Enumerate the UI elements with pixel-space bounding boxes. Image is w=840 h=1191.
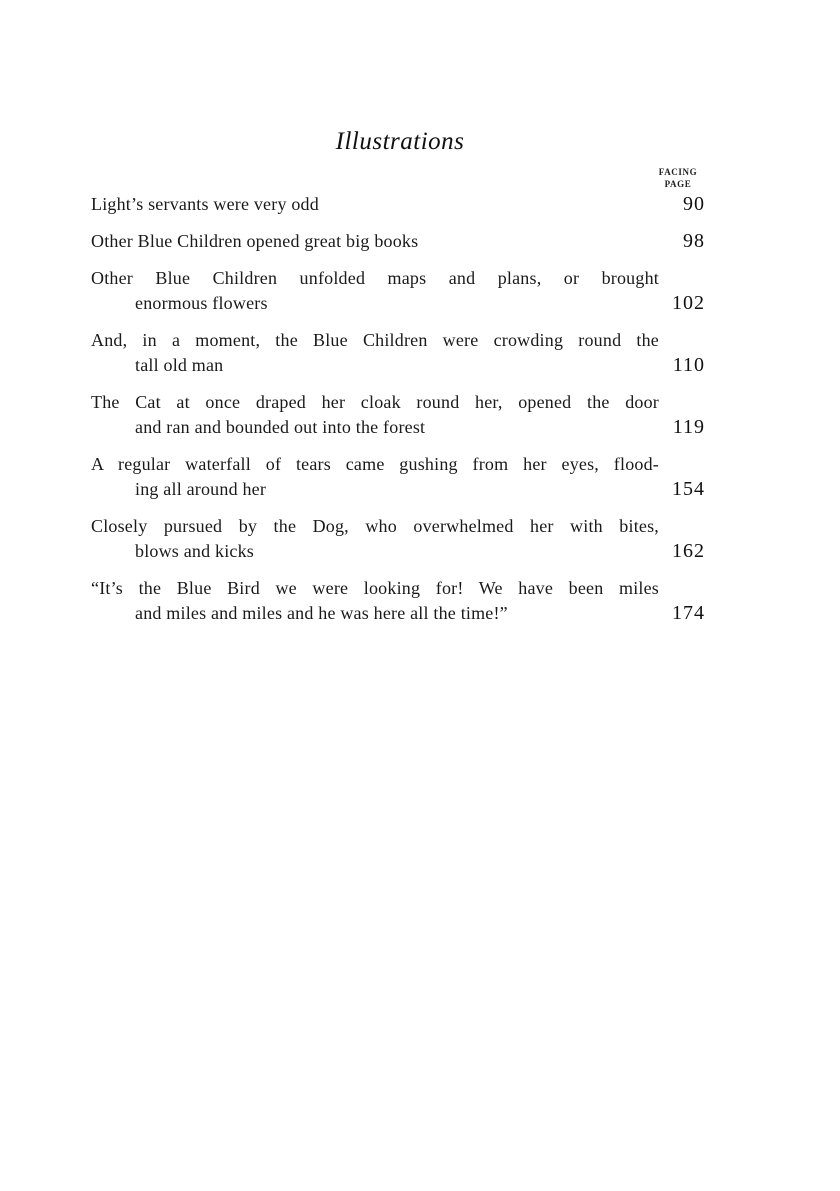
entry-page-number: 119: [672, 416, 705, 438]
list-item: [91, 266, 711, 316]
facing-page-label: [636, 166, 720, 190]
entry-caption-line: A regular waterfall of tears came gushing from her eyes, flood-: [91, 454, 659, 474]
facing-label-line-2: PAGE: [664, 179, 692, 189]
entry-caption-line: ing all around her: [135, 479, 267, 499]
entry-caption-line: Closely pursued by the Dog, who overwhelmed her with bites,: [91, 516, 659, 536]
list-item: [91, 514, 711, 564]
entry-page-number: 162: [672, 540, 705, 562]
list-item: [91, 576, 711, 626]
entry-page-number: 154: [672, 478, 705, 500]
entry-caption-line: The Cat at once draped her cloak round her, opened the door: [91, 392, 659, 412]
entry-caption-line: enormous flowers: [135, 293, 268, 313]
entry-caption-line: tall old man: [135, 355, 224, 375]
list-item: [91, 452, 711, 502]
facing-label-line-1: FACING: [658, 167, 698, 177]
list-item: [91, 390, 711, 440]
entry-page-number: 102: [672, 292, 705, 314]
entry-caption-line: and ran and bounded out into the forest: [135, 417, 426, 437]
entry-caption-line: Other Blue Children opened great big books: [91, 231, 419, 251]
entry-caption-line: Other Blue Children unfolded maps and plans, or brought: [91, 268, 659, 288]
illustrations-list: [91, 192, 711, 638]
entry-page-number: 90: [683, 193, 705, 215]
entry-caption-line: And, in a moment, the Blue Children were crowding round the: [91, 330, 659, 350]
entry-page-number: 110: [672, 354, 705, 376]
list-item: [91, 192, 711, 217]
entry-page-number: 98: [683, 230, 705, 252]
entry-page-number: 174: [672, 602, 705, 624]
list-item: [91, 328, 711, 378]
list-item: [91, 229, 711, 254]
entry-caption-line: Light’s servants were very odd: [91, 194, 319, 214]
page-title: Illustrations: [335, 128, 465, 155]
entry-caption-line: blows and kicks: [135, 541, 254, 561]
entry-caption-line: and miles and miles and he was here all the time!”: [135, 603, 508, 623]
entry-caption-line: “It’s the Blue Bird we were looking for! We have been miles: [91, 578, 659, 598]
